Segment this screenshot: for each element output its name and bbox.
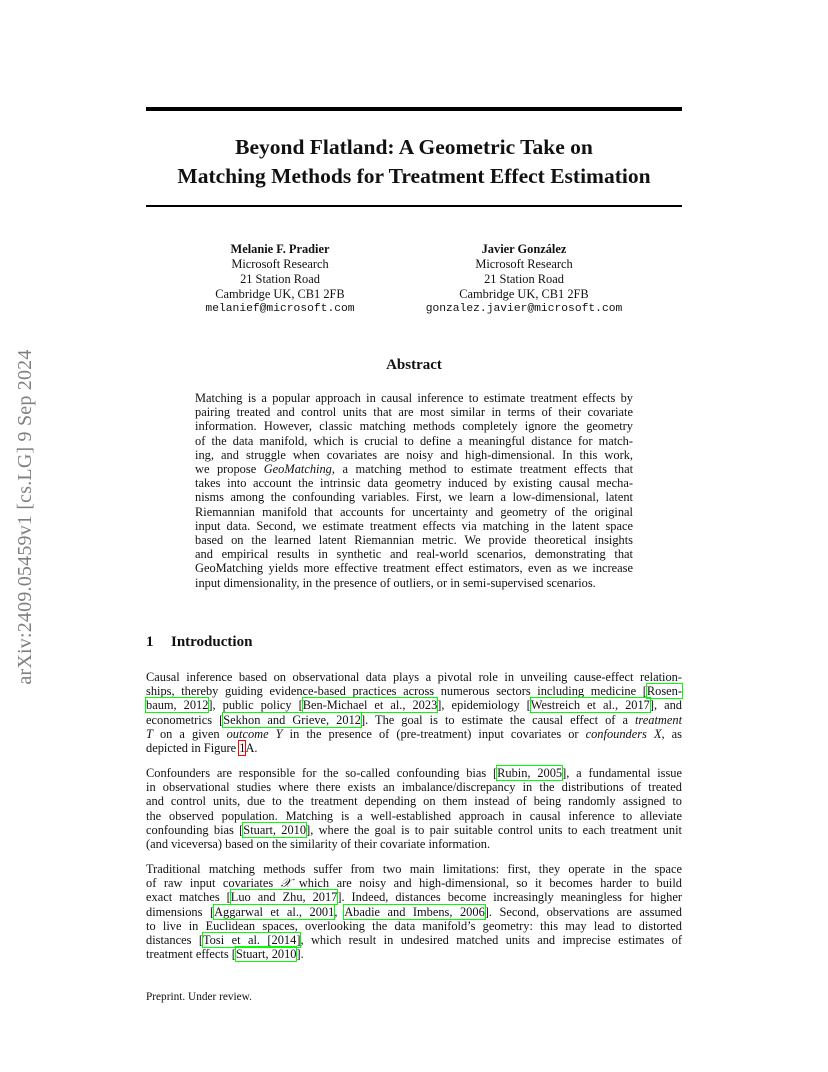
- paragraph-line: [146, 727, 682, 741]
- citation-link[interactable]: Rosen-: [646, 684, 682, 699]
- paragraph-line: [146, 713, 682, 727]
- title-line-1: Beyond Flatland: A Geometric Take on: [235, 135, 593, 159]
- math-symbol: 𝒳: [280, 876, 292, 891]
- title-top-rule: [146, 107, 682, 111]
- paragraph-text: econometrics [: [146, 712, 224, 727]
- paragraph-text: ]. Second, observations are assumed: [484, 904, 682, 919]
- paragraph-text: in the presence of (pre-treatment) input covariates or: [282, 726, 586, 741]
- abstract-text: , a matching method to estimate treatment effects that: [331, 462, 634, 477]
- method-name: GeoMatching: [263, 462, 332, 477]
- paragraph-text: ,: [334, 904, 345, 919]
- section-heading-introduction: [146, 632, 252, 652]
- abstract-line: ing, and struggle when covariates are noisy and high-dimensional. In this work,: [195, 447, 633, 462]
- paragraph-text: ], public policy [: [208, 698, 303, 713]
- paragraph-line: [146, 741, 682, 755]
- paragraph-line: the observed population. Matching is a well-established approach in causal inference to alleviate: [146, 808, 682, 823]
- citation-link[interactable]: Sekhon and Grieve, 2012: [223, 712, 361, 727]
- title-line-2: Matching Methods for Treatment Effect Estimation: [177, 164, 651, 188]
- citation-link[interactable]: Rubin, 2005: [497, 766, 563, 780]
- paragraph-line: [146, 947, 682, 961]
- paragraph-text: ]. Indeed, distances become increasingly meaningless for higher: [337, 890, 682, 905]
- abstract-line: [195, 462, 633, 476]
- paragraph-text: distances [: [146, 933, 203, 948]
- paper-title: [146, 133, 682, 191]
- citation-link[interactable]: Stuart, 2010: [235, 947, 297, 962]
- paragraph-text: ]. The goal is to estimate the causal effect of a: [360, 712, 635, 727]
- citation-link[interactable]: Stuart, 2010: [243, 822, 307, 837]
- citation-link[interactable]: Luo and Zhu, 2017: [230, 890, 338, 905]
- abstract-line: input dimensionality, in the presence of outliers, or in semi-supervised scenarios.: [195, 575, 596, 590]
- paragraph-line: [146, 890, 682, 904]
- paragraph-text: ships, thereby guiding evidence-based practices across numerous sectors including medicine [: [146, 684, 647, 699]
- abstract-line: takes into account the intrinsic data geometry induced by existing causal mecha-: [195, 476, 633, 491]
- citation-link[interactable]: baum, 2012: [146, 698, 209, 713]
- paragraph-line: [146, 684, 682, 698]
- arxiv-identifier: arXiv:2409.05459v1 [cs.LG] 9 Sep 2024: [14, 349, 36, 685]
- paragraph-text: on a given: [152, 726, 227, 741]
- abstract-line: pairing treated and control units that are most similar in terms of their covariate: [195, 405, 633, 420]
- abstract-body: [195, 391, 633, 590]
- author-address-line: Cambridge UK, CB1 2FB: [459, 287, 589, 301]
- math-symbol: X: [646, 726, 662, 741]
- author-email[interactable]: gonzalez.javier@microsoft.com: [425, 303, 623, 315]
- author-name: Javier González: [481, 242, 567, 256]
- paragraph-line: Traditional matching methods suffer from two main limitations: first, they operate in the space: [146, 862, 682, 876]
- paragraph-text: , as: [661, 726, 683, 741]
- abstract-line: information. However, classic matching methods completely ignore the geometry: [195, 419, 633, 434]
- author-affiliation: Microsoft Research: [231, 257, 329, 271]
- author-affiliation: Microsoft Research: [475, 257, 573, 271]
- abstract-line: input data. Second, we estimate treatment effects via matching in the latent space: [195, 518, 633, 533]
- paragraph-text: treatment effects [: [146, 947, 236, 962]
- paragraph-line: [146, 698, 682, 712]
- math-symbol: Y: [268, 726, 283, 741]
- paragraph-text: dimensions [: [146, 904, 215, 919]
- abstract-line: based on the learned latent Riemannian metric. We provide theoretical insights: [195, 533, 633, 548]
- paragraph-text: A.: [245, 741, 258, 756]
- abstract-line: Riemannian manifold that accounts for uncertainty and geometry of the original: [195, 504, 633, 519]
- paragraph-line: [146, 823, 682, 837]
- paragraph-text: ].: [296, 947, 304, 962]
- author-address-line: 21 Station Road: [484, 272, 564, 286]
- author-name: Melanie F. Pradier: [230, 242, 330, 256]
- math-symbol: T: [146, 726, 153, 741]
- intro-paragraph-1: [146, 670, 682, 755]
- abstract-line: Matching is a popular approach in causal inference to estimate treatment effects by: [195, 391, 633, 405]
- abstract-line: GeoMatching yields more effective treatment effect estimators, even as we increase: [195, 561, 633, 576]
- section-number: 1: [146, 634, 154, 650]
- page-footer: Preprint. Under review.: [146, 991, 252, 1003]
- author-address-line: Cambridge UK, CB1 2FB: [215, 287, 345, 301]
- paragraph-text: which are noisy and high-dimensional, so it becomes harder to build: [291, 876, 683, 891]
- paragraph-text: , which result in undesired matched units and imprecise estimates of: [300, 933, 682, 948]
- paragraph-text: exact matches [: [146, 890, 231, 905]
- paragraph-line: to live in Euclidean spaces, overlooking the data manifold’s geometry: this may lead to distorted: [146, 918, 682, 933]
- abstract-heading: Abstract: [386, 357, 442, 373]
- paragraph-text: ], where the goal is to pair suitable control units to each treatment unit: [306, 822, 682, 837]
- emphasis-text: treatment: [634, 712, 683, 727]
- abstract-line: of the data manifold, which is crucial to define a meaningful distance for match-: [195, 433, 633, 448]
- paragraph-text: ], and: [649, 698, 683, 713]
- citation-link[interactable]: Tosi et al. [2014]: [202, 933, 301, 948]
- paragraph-line: and control units, due to the treatment depending on them instead of being randomly assigned to: [146, 794, 682, 809]
- paragraph-text: ], epidemiology [: [437, 698, 531, 713]
- paragraph-text: ], a fundamental issue: [562, 766, 682, 780]
- citation-link[interactable]: Ben-Michael et al., 2023: [302, 698, 438, 713]
- section-title: Introduction: [171, 634, 253, 650]
- citation-link[interactable]: Westreich et al., 2017: [530, 698, 650, 713]
- intro-paragraph-2: [146, 766, 682, 851]
- paragraph-line: [146, 766, 682, 780]
- emphasis-text: outcome: [226, 726, 269, 741]
- author-address-line: 21 Station Road: [240, 272, 320, 286]
- emphasis-text: confounders: [585, 726, 647, 741]
- title-bottom-rule: [146, 205, 682, 207]
- paragraph-line: [146, 933, 682, 947]
- paragraph-line: [146, 905, 682, 919]
- paragraph-text: of raw input covariates: [146, 876, 281, 891]
- paragraph-line: (and viceversa) based on the similarity of their covariate information.: [146, 837, 491, 852]
- author-email[interactable]: melanief@microsoft.com: [205, 303, 355, 315]
- citation-link[interactable]: Abadie and Imbens, 2006: [344, 904, 485, 919]
- paragraph-text: Confounders are responsible for the so-called confounding bias [: [146, 766, 498, 780]
- paragraph-line: Causal inference based on observational data plays a pivotal role in unveiling cause-effect relation-: [146, 670, 682, 684]
- paragraph-line: [146, 876, 682, 890]
- paragraph-text: confounding bias [: [146, 822, 244, 837]
- intro-paragraph-3: [146, 862, 682, 961]
- abstract-line: and empirical results in synthetic and real-world scenarios, demonstrating that: [195, 547, 633, 562]
- citation-link[interactable]: Aggarwal et al., 2001: [214, 904, 335, 919]
- abstract-text: we propose: [195, 462, 264, 477]
- paragraph-line: in observational studies where there exists an imbalance/discrepancy in the distributions of treated: [146, 780, 682, 795]
- figure-reference-link[interactable]: 1: [239, 741, 246, 756]
- paragraph-text: depicted in Figure: [146, 741, 240, 756]
- author-block-1: [200, 242, 360, 317]
- author-block-2: [414, 242, 634, 317]
- abstract-line: nisms among the confounding variables. First, we learn a low-dimensional, latent: [195, 490, 633, 505]
